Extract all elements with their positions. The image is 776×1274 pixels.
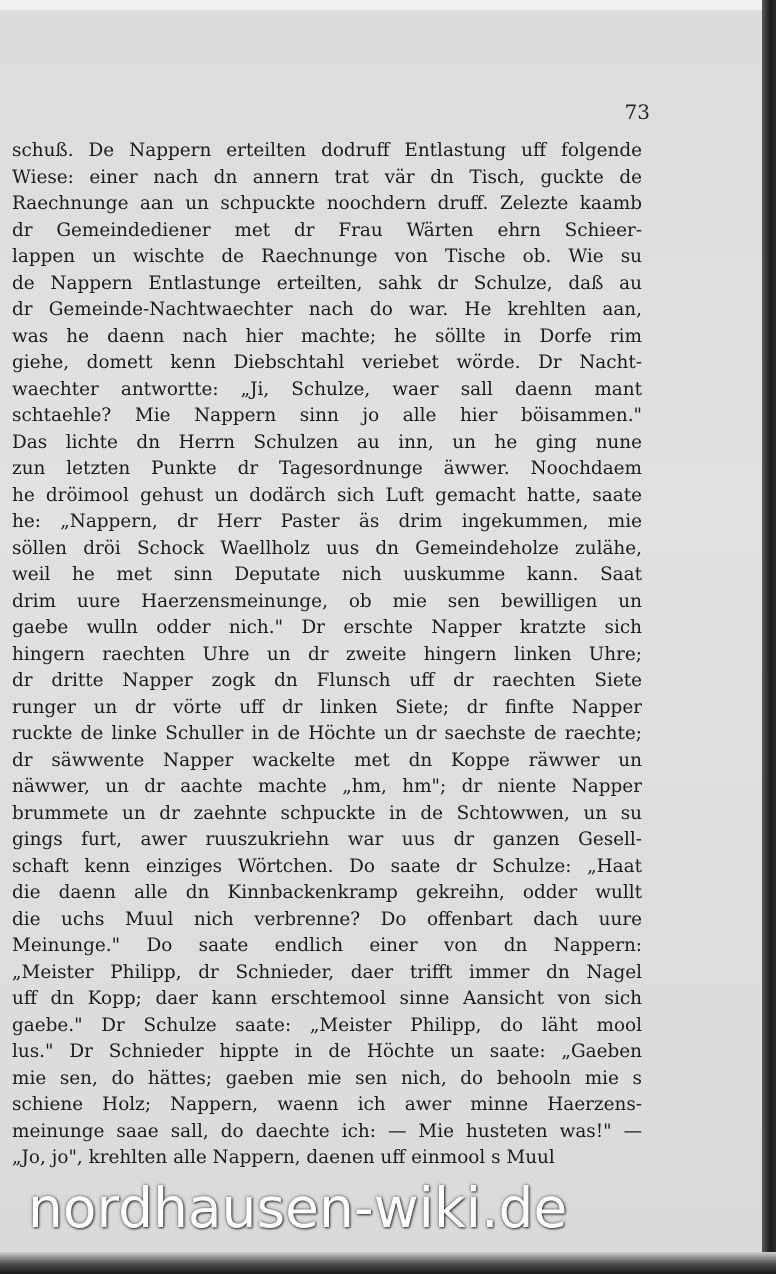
text-line: mie sen, do hättes; gaeben mie sen nich, do behooln mie s: [12, 1067, 642, 1089]
text-line: die uchs Muul nich verbrenne? Do offenbart dach uure: [12, 908, 642, 930]
text-line: was he daenn nach hier machte; he söllte in Dorfe rim: [12, 325, 642, 347]
text-line: Raechnunge aan un schpuckte noochdern druff. Zelezte kaamb: [12, 193, 642, 214]
text-line: brummete un dr zaehnte schpuckte in de Schtowwen, un su: [12, 802, 642, 824]
text-line: Meinunge." Do saate endlich einer von dn Nappern:: [12, 935, 642, 956]
text-line: Das lichte dn Herrn Schulzen au inn, un he ging nune: [12, 431, 642, 453]
text-line: drim uure Haerzensmeinunge, ob mie sen bewilligen un: [12, 590, 642, 612]
text-line: runger un dr vörte uff dr linken Siete; dr finfte Napper: [12, 696, 642, 718]
text-line: söllen dröi Schock Waellholz uus dn Gemeindeholze zulähe,: [12, 537, 642, 559]
text-line: dr Gemeindediener met dr Frau Wärten ehrn Schieer-: [12, 219, 642, 241]
text-line: Wiese: einer nach dn annern trat vär dn Tisch, guckte de: [12, 166, 642, 188]
text-line: uff dn Kopp; daer kann erschtemool sinne Aansicht von sich: [12, 988, 642, 1009]
page-top-edge: [0, 0, 776, 10]
text-line: „Jo, jo", krehlten alle Nappern, daenen uff einmool s Muul: [12, 1147, 555, 1168]
text-line: dr Gemeinde-Nachtwaechter nach do war. He krehlten aan,: [12, 299, 642, 320]
text-line: de Nappern Entlastunge erteilten, sahk dr Schulze, daß au: [12, 272, 642, 294]
text-line: lus." Dr Schnieder hippte in de Höchte un saate: „Gaeben: [12, 1041, 642, 1062]
text-line: giehe, domett kenn Diebschtahl veriebet wörde. Dr Nacht-: [12, 352, 642, 373]
watermark-text: nordhausen-wiki.de: [28, 1176, 568, 1240]
page-bottom-edge: [0, 1252, 776, 1274]
text-line: weil he met sinn Deputate nich uuskumme kann. Saat: [12, 564, 642, 585]
page-right-edge: [762, 0, 776, 1274]
text-line: he: „Nappern, dr Herr Paster äs drim ingekummen, mie: [12, 511, 642, 532]
text-line: dr dritte Napper zogk dn Flunsch uff dr raechten Siete: [12, 670, 642, 691]
text-line: „Meister Philipp, dr Schnieder, daer trifft immer dn Nagel: [12, 961, 642, 983]
text-line: meinunge saae sall, do daechte ich: — Mie husteten was!" —: [12, 1120, 642, 1142]
text-line: dr säwwente Napper wackelte met dn Koppe räwwer un: [12, 749, 642, 771]
text-line: gings furt, awer ruuszukriehn war uus dr ganzen Gesell-: [12, 829, 642, 850]
text-line: waechter antwortte: „Ji, Schulze, waer sall daenn mant: [12, 378, 642, 400]
text-line: schuß. De Nappern erteilten dodruff Entlastung uff folgende: [12, 140, 642, 161]
text-line: gaebe." Dr Schulze saate: „Meister Philipp, do läht mool: [12, 1014, 642, 1036]
text-line: schiene Holz; Nappern, waenn ich awer minne Haerzens-: [12, 1094, 642, 1115]
text-line: he dröimool gehust un dodärch sich Luft gemacht hatte, saate: [12, 484, 642, 506]
body-text: [12, 138, 642, 1172]
page-number: 73: [624, 100, 650, 124]
text-line: zun letzten Punkte dr Tagesordnunge äwwer. Noochdaem: [12, 458, 642, 479]
text-line: ruckte de linke Schuller in de Höchte un dr saechste de raechte;: [12, 723, 642, 744]
text-line: die daenn alle dn Kinnbackenkramp gekreihn, odder wullt: [12, 882, 642, 903]
text-line: näwwer, un dr aachte machte „hm, hm"; dr niente Napper: [12, 776, 642, 797]
text-line: schtaehle? Mie Nappern sinn jo alle hier böisammen.": [12, 405, 642, 426]
text-line: lappen un wischte de Raechnunge von Tische ob. Wie su: [12, 246, 642, 267]
text-line: gaebe wulln odder nich." Dr erschte Napper kratzte sich: [12, 617, 642, 638]
text-line: schaft kenn einziges Wörtchen. Do saate dr Schulze: „Haat: [12, 855, 642, 877]
text-line: hingern raechten Uhre un dr zweite hingern linken Uhre;: [12, 643, 642, 665]
